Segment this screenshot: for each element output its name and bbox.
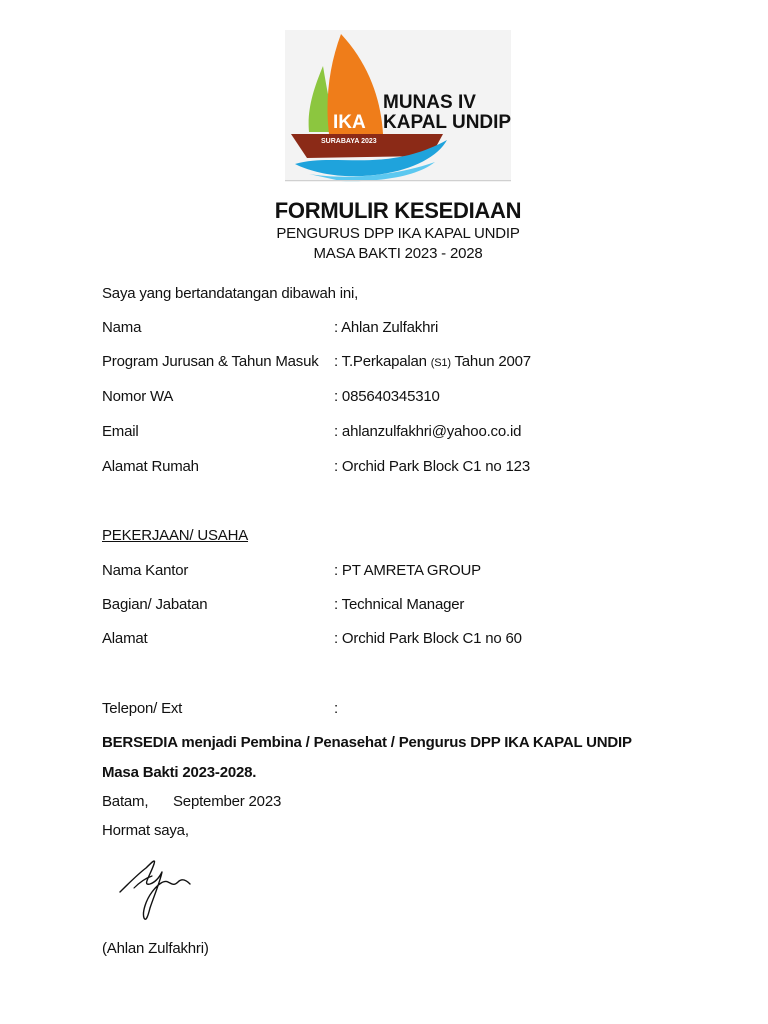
wa-label: Nomor WA xyxy=(102,388,174,405)
wa-value: : 085640345310 xyxy=(334,388,440,405)
regards-text: Hormat saya, xyxy=(102,822,189,839)
program-value-degree: (S1) xyxy=(430,357,451,369)
signature-image xyxy=(116,852,196,924)
program-value xyxy=(334,353,531,370)
work-address-label: Alamat xyxy=(102,630,148,647)
form-subtitle-2: MASA BAKTI 2023 - 2028 xyxy=(313,245,483,262)
position-value: : Technical Manager xyxy=(334,596,465,613)
phone-label: Telepon/ Ext xyxy=(102,700,183,717)
phone-value: : xyxy=(334,700,338,717)
office-label: Nama Kantor xyxy=(102,562,189,579)
intro-text: Saya yang bertandatangan dibawah ini, xyxy=(102,285,359,302)
event-logo xyxy=(285,30,511,182)
name-label: Nama xyxy=(102,319,142,336)
work-section-title: PEKERJAAN/ USAHA xyxy=(102,527,249,544)
logo-line2: KAPAL UNDIP xyxy=(383,112,512,133)
program-label: Program Jurusan & Tahun Masuk xyxy=(102,353,319,370)
email-label: Email xyxy=(102,423,139,440)
date-text: September 2023 xyxy=(173,793,282,810)
program-value-suffix: Tahun 2007 xyxy=(454,353,531,370)
position-label: Bagian/ Jabatan xyxy=(102,596,208,613)
form-title: FORMULIR KESEDIAAN xyxy=(274,198,522,223)
signer-name: (Ahlan Zulfakhri) xyxy=(102,940,209,957)
home-address-value: : Orchid Park Block C1 no 123 xyxy=(334,458,530,475)
logo-city: SURABAYA 2023 xyxy=(321,138,377,145)
statement-line-1: BERSEDIA menjadi Pembina / Penasehat / Pengurus DPP IKA KAPAL UNDIP xyxy=(102,734,632,751)
work-address-value: : Orchid Park Block C1 no 60 xyxy=(334,630,522,647)
name-value: : Ahlan Zulfakhri xyxy=(334,319,439,336)
email-value: : ahlanzulfakhri@yahoo.co.id xyxy=(334,423,522,440)
logo-line1: MUNAS IV xyxy=(383,92,476,113)
place-text: Batam, xyxy=(102,793,149,810)
program-value-prefix: : T.Perkapalan xyxy=(334,353,427,370)
office-value: : PT AMRETA GROUP xyxy=(334,562,481,579)
statement-line-2: Masa Bakti 2023-2028. xyxy=(102,764,257,781)
home-address-label: Alamat Rumah xyxy=(102,458,199,475)
form-subtitle-1: PENGURUS DPP IKA KAPAL UNDIP xyxy=(276,225,520,242)
logo-ika-text: IKA xyxy=(333,112,366,133)
